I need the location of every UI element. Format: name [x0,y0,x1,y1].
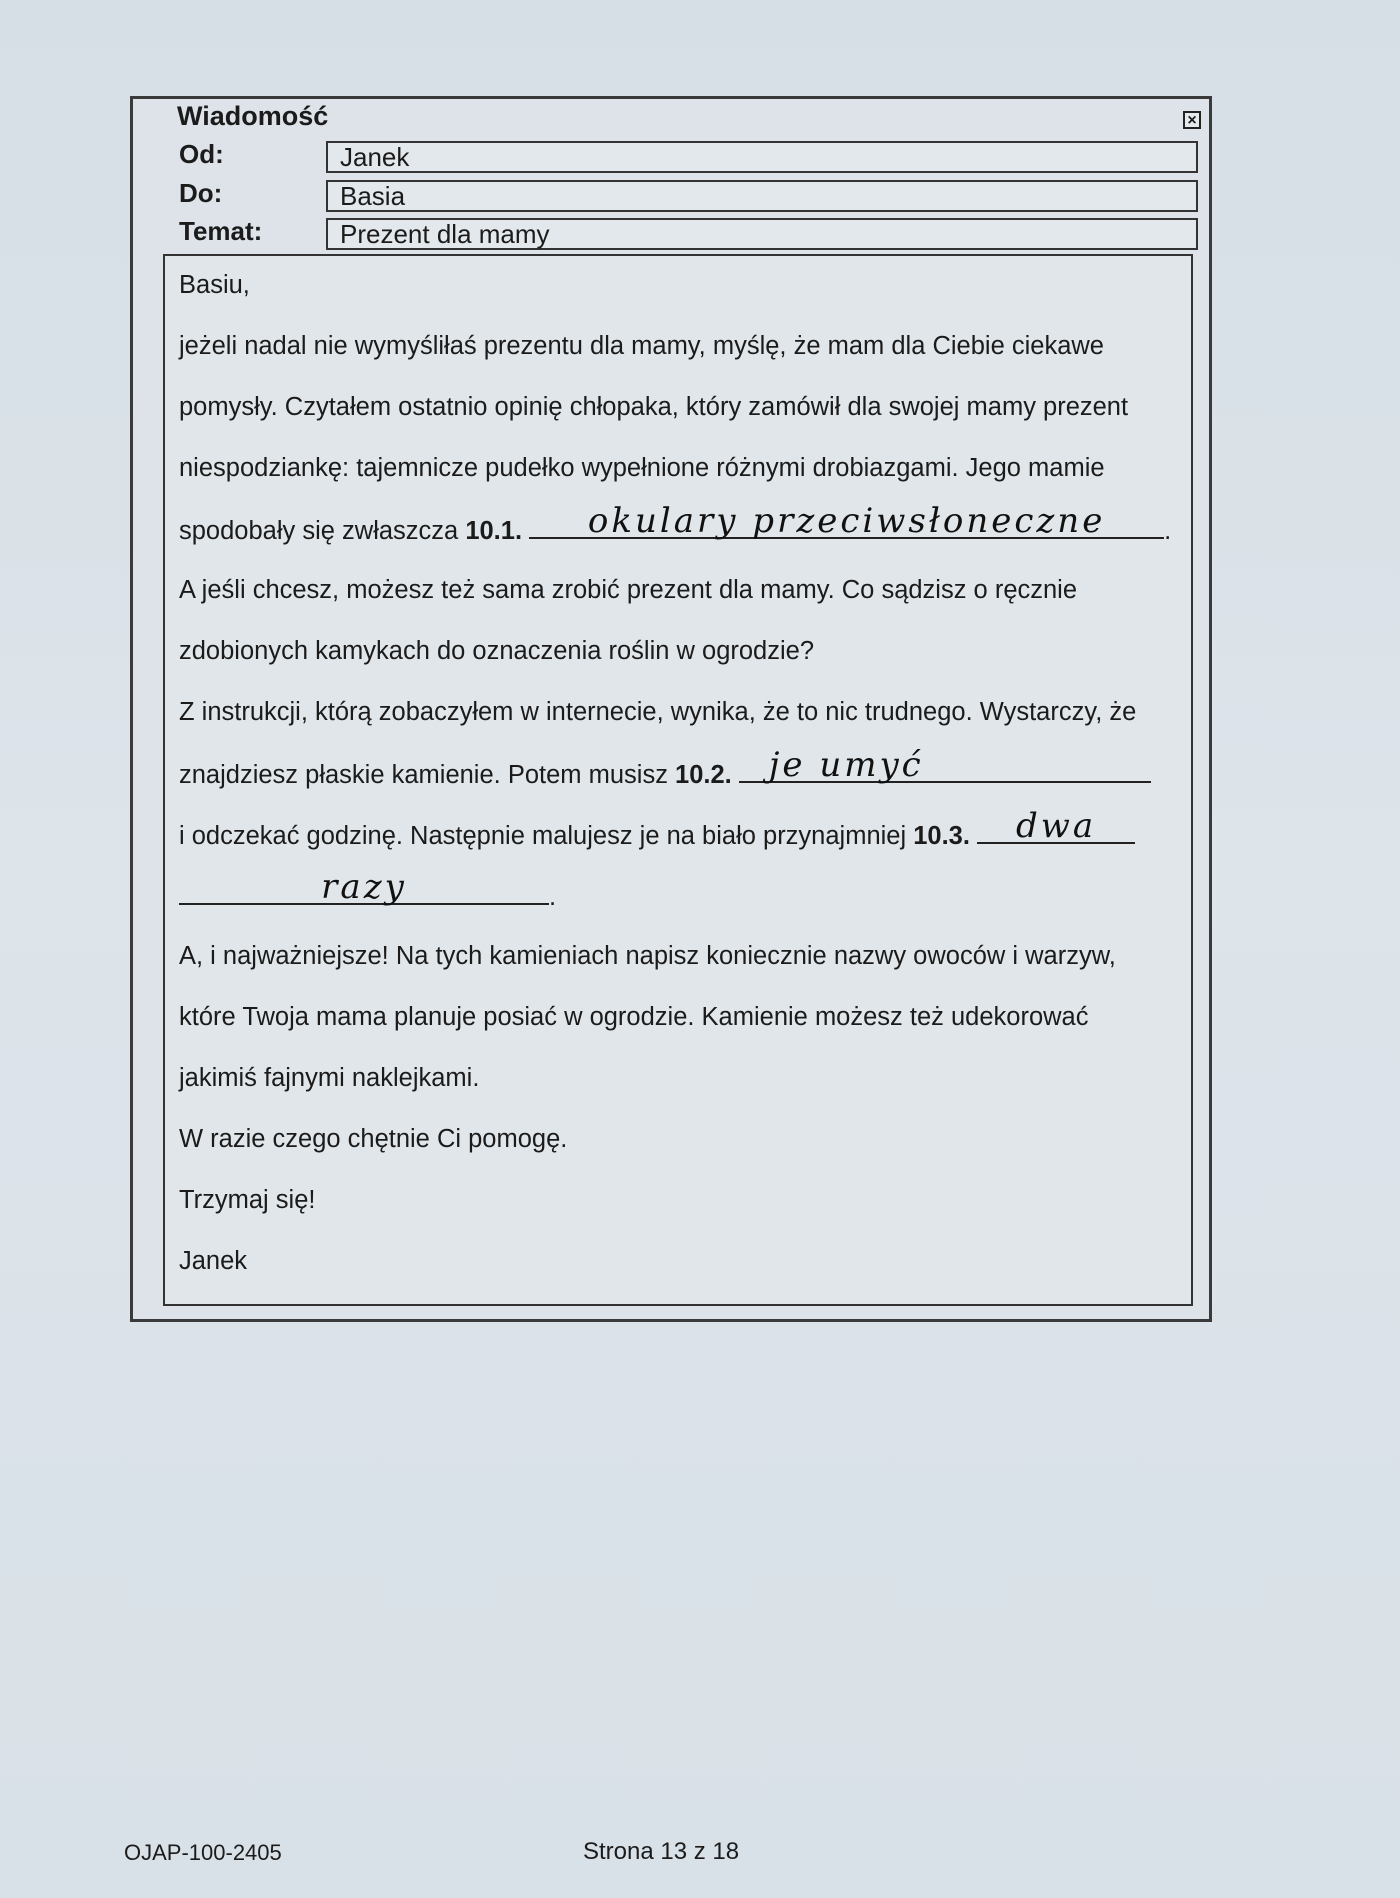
question-10-2-number: 10.2. [675,761,732,789]
from-field[interactable]: Janek [326,141,1198,173]
body-line-9-text: i odczekać godzinę. Następnie malujesz je na biało przynajmniej [179,822,914,850]
page-number: Strona 13 z 18 [583,1838,740,1865]
body-line-4-text: spodobały się zwłaszcza [179,517,466,545]
body-line-14: W razie czego chętnie Ci pomogę. [179,1125,568,1153]
answer-10-3-blank-a[interactable] [977,806,1135,846]
body-line-11: A, i najważniejsze! Na tych kamieniach napisz koniecznie nazwy owoców i warzyw, [179,942,1116,970]
body-line-8-text: znajdziesz płaskie kamienie. Potem musisz [179,761,676,789]
question-10-1-number: 10.1. [465,517,523,545]
body-line-10 [179,867,557,912]
to-field[interactable]: Basia [326,180,1198,212]
to-label: Do: [179,178,223,208]
answer-10-3-handwriting-a: dwa [1015,806,1097,846]
body-line-4-end: . [1164,517,1172,545]
answer-10-1-blank[interactable] [529,501,1164,541]
body-line-8 [179,745,1151,790]
exam-code: OJAP-100-2405 [124,1840,282,1865]
body-line-5: A jeśli chcesz, możesz też sama zrobić prezent dla mamy. Co sądzisz o ręcznie [179,576,1078,604]
from-label: Od: [179,139,224,169]
body-line-1: jeżeli nadal nie wymyśliłaś prezentu dla mamy, myślę, że mam dla Ciebie ciekawe [179,332,1104,360]
question-10-3-number: 10.3. [913,822,970,850]
body-line-15: Trzymaj się! [179,1186,316,1214]
body-line-4 [179,501,1172,546]
message-window [130,96,1212,1322]
answer-10-1-handwriting: okulary przeciwsłoneczne [587,501,1106,541]
signature: Janek [179,1247,248,1275]
body-line-6: zdobionych kamykach do oznaczenia roślin w ogrodzie? [179,637,815,665]
body-line-2: pomysły. Czytałem ostatnio opinię chłopaka, który zamówił dla swojej mamy prezent [179,393,1129,421]
answer-10-3-handwriting-b: razy [321,867,407,907]
answer-10-2-blank[interactable] [739,745,1151,785]
body-line-13: jakimiś fajnymi naklejkami. [179,1064,480,1092]
body-line-10-end: . [549,883,557,911]
body-line-12: które Twoja mama planuje posiać w ogrodzie. Kamienie możesz też udekorować [179,1003,1089,1031]
answer-10-3-blank-b[interactable] [179,867,549,907]
answer-10-2-handwriting: je umyć [768,745,924,785]
body-line-9 [179,806,1135,851]
window-title: Wiadomość [177,101,329,131]
close-box-icon[interactable]: × [1183,111,1201,129]
greeting: Basiu, [179,271,250,299]
subject-label: Temat: [179,216,263,246]
body-line-3: niespodziankę: tajemnicze pudełko wypełnione różnymi drobiazgami. Jego mamie [179,454,1105,482]
message-body [163,254,1193,1306]
body-line-7: Z instrukcji, którą zobaczyłem w internecie, wynika, że to nic trudnego. Wystarczy, że [179,698,1137,726]
subject-field[interactable]: Prezent dla mamy [326,218,1198,250]
